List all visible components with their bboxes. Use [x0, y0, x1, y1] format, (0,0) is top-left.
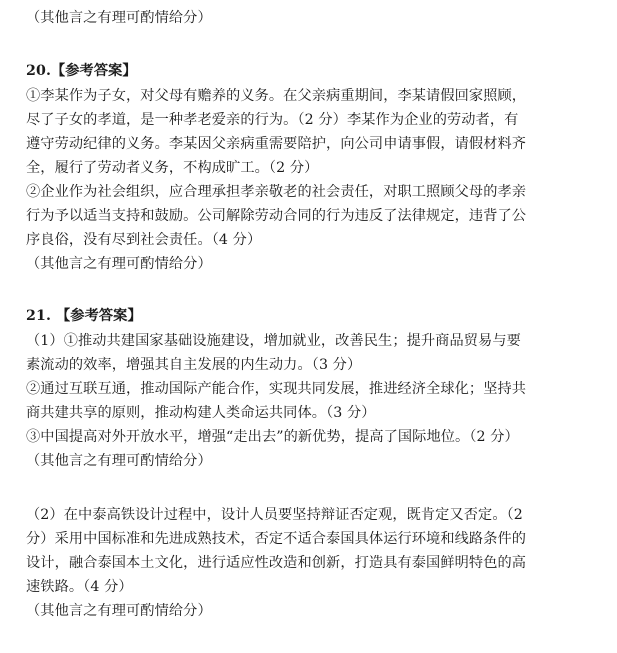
q20-line-7: 序良俗，没有尽到社会责任。（4 分）	[26, 232, 262, 248]
q20-line-3: 遵守劳动纪律的义务。李某因父亲病重需要陪护，向公司申请事假，请假材料齐	[26, 136, 527, 152]
q20-scoring-note: （其他言之有理可酌情给分）	[26, 256, 212, 272]
q21-part1-line-3: ②通过互联互通，推动国际产能合作，实现共同发展，推进经济全球化；坚持共	[26, 381, 527, 397]
q21-heading: 21. 【参考答案】	[26, 308, 142, 324]
q21-part2-line-3: 设计，融合泰国本土文化，进行适应性改造和创新，打造具有泰国鲜明特色的高	[26, 555, 527, 571]
q21-part2-line-2: 分）采用中国标准和先进成熟技术，否定不适合泰国具体运行环境和线路条件的	[26, 531, 527, 547]
q21-part1-scoring-note: （其他言之有理可酌情给分）	[26, 453, 212, 469]
q21-part2-line-4: 速铁路。（4 分）	[26, 579, 133, 595]
q21-part1-line-5: ③中国提高对外开放水平，增强“走出去”的新优势，提高了国际地位。（2 分）	[26, 429, 519, 445]
q20-line-4: 全，履行了劳动者义务，不构成旷工。（2 分）	[26, 160, 319, 176]
q21-part1-line-2: 素流动的效率，增强其自主发展的内生动力。（3 分）	[26, 357, 362, 373]
q20-line-2: 尽了子女的孝道，是一种孝老爱亲的行为。（2 分）李某作为企业的劳动者，有	[26, 112, 519, 128]
q20-heading: 20.【参考答案】	[26, 63, 137, 79]
q21-part2-scoring-note: （其他言之有理可酌情给分）	[26, 603, 212, 619]
q20-line-5: ②企业作为社会组织，应合理承担孝亲敬老的社会责任，对职工照顾父母的孝亲	[26, 184, 527, 200]
q21-part1-line-4: 商共建共享的原则，推动构建人类命运共同体。（3 分）	[26, 405, 376, 421]
q20-line-1: ①李某作为子女，对父母有赡养的义务。在父亲病重期间，李某请假回家照顾，	[26, 88, 527, 104]
q21-part2-line-1: （2）在中泰高铁设计过程中，设计人员要坚持辩证否定观，既肯定又否定。（2	[26, 507, 523, 523]
top-scoring-note: （其他言之有理可酌情给分）	[26, 10, 212, 26]
q20-line-6: 行为予以适当支持和鼓励。公司解除劳动合同的行为违反了法律规定，违背了公	[26, 208, 527, 224]
q21-part1-line-1: （1）①推动共建国家基础设施建设，增加就业，改善民生；提升商品贸易与要	[26, 333, 521, 349]
